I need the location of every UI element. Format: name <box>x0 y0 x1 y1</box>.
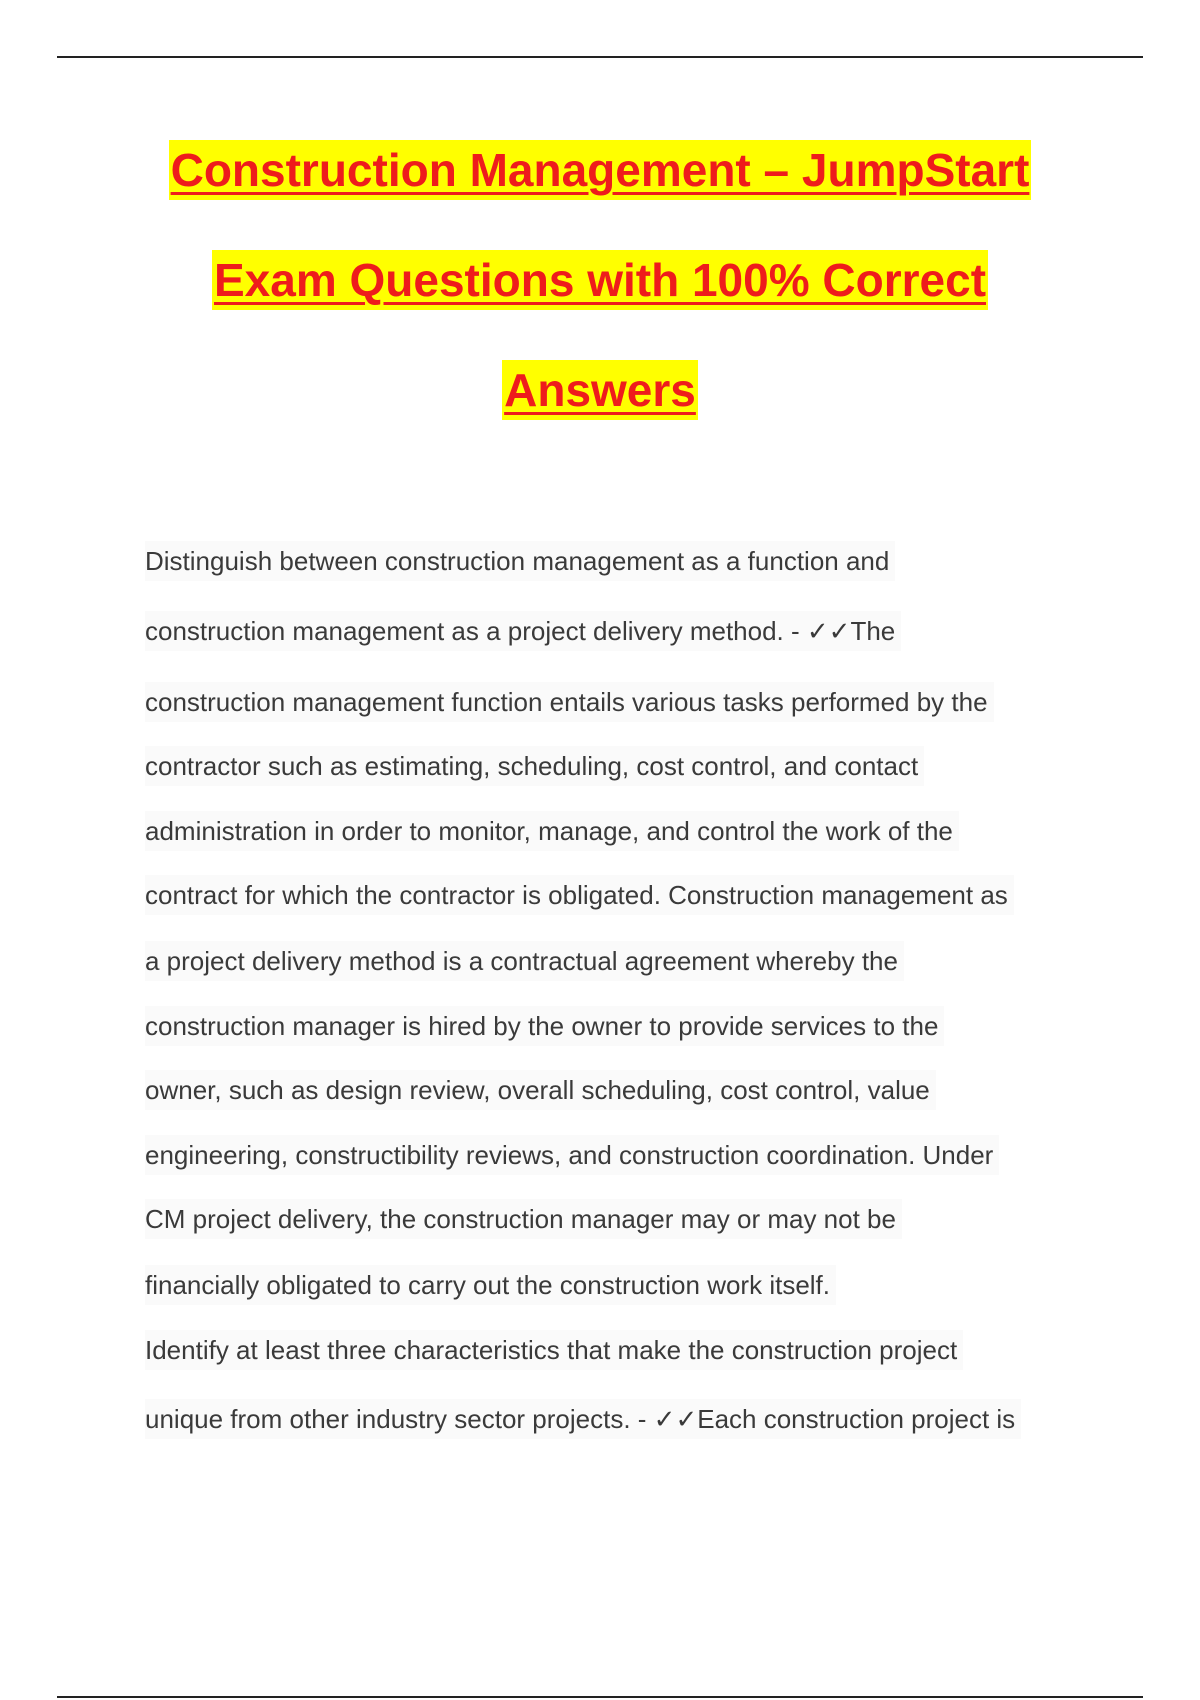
body-line: construction management as a project delivery method. - ✓✓The <box>145 611 901 651</box>
title-line-3: Answers <box>502 360 698 420</box>
body-line: contract for which the contractor is obligated. Construction management as <box>145 875 1014 915</box>
body-line: administration in order to monitor, manage, and control the work of the <box>145 811 959 851</box>
title-line <box>0 360 1200 470</box>
body-line: a project delivery method is a contractual agreement whereby the <box>145 941 904 981</box>
body-line: construction management function entails various tasks performed by the <box>145 682 994 722</box>
body-line: unique from other industry sector projects. - ✓✓Each construction project is <box>145 1399 1021 1439</box>
body-line: Distinguish between construction management as a function and <box>145 541 895 581</box>
title-line <box>0 140 1200 250</box>
document-title <box>0 140 1200 470</box>
body-line: financially obligated to carry out the construction work itself. <box>145 1265 836 1305</box>
top-rule <box>57 56 1143 58</box>
title-line <box>0 250 1200 360</box>
body-line: construction manager is hired by the owner to provide services to the <box>145 1006 944 1046</box>
body-line: engineering, constructibility reviews, and construction coordination. Under <box>145 1135 999 1175</box>
body-line: CM project delivery, the construction manager may or may not be <box>145 1199 902 1239</box>
body-line: owner, such as design review, overall scheduling, cost control, value <box>145 1070 936 1110</box>
body-line: Identify at least three characteristics that make the construction project <box>145 1330 963 1370</box>
bottom-rule <box>57 1696 1143 1698</box>
title-line-1: Construction Management – JumpStart <box>169 140 1032 200</box>
title-line-2: Exam Questions with 100% Correct <box>212 250 988 310</box>
body-line: contractor such as estimating, scheduling, cost control, and contact <box>145 746 924 786</box>
